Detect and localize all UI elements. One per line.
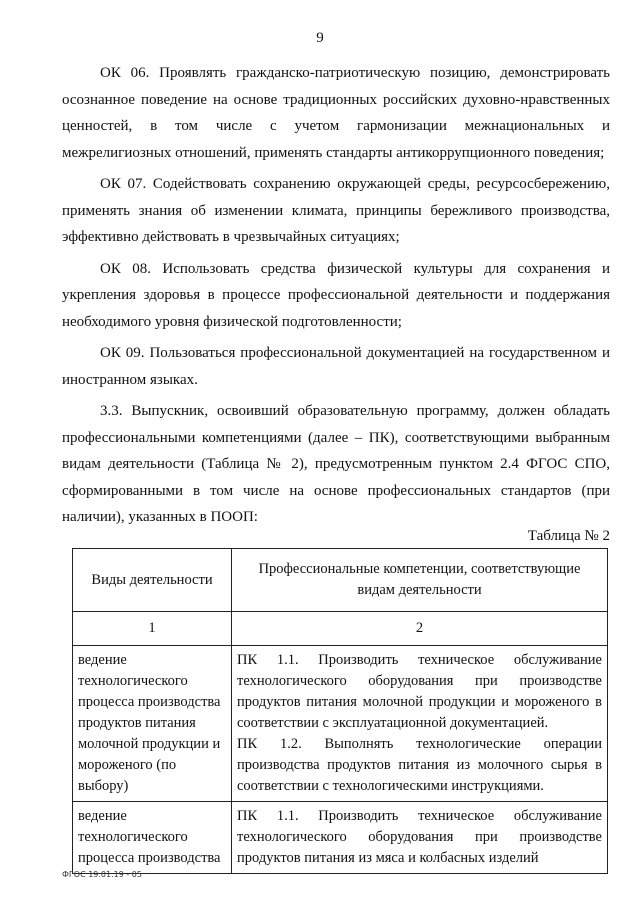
- paragraph-ok06: ОК 06. Проявлять гражданско-патриотическую позицию, демонстрировать осознанное поведение на основе традиционных российских духовно-нравственных ценностей, в том числе с учетом гармонизации межнациональных и межрелигиозных отношений, применять стандарты антикоррупционного поведения;: [62, 65, 610, 161]
- column-number-1: 1: [73, 612, 232, 646]
- paragraph-ok08: ОК 08. Использовать средства физической культуры для сохранения и укрепления здоровья в процессе профессиональной деятельности и поддержания необходимого уровня физической подготовленности;: [62, 260, 610, 330]
- competence-item: ПК 1.1. Производить техническое обслуживание технологического оборудования при производстве продуктов питания молочной продукции и мороженого в соответствии с эксплуатационной документацией.: [237, 652, 602, 731]
- table-number-row: [73, 612, 608, 646]
- paragraph-ok09: ОК 09. Пользоваться профессиональной документацией на государственном и иностранном языках.: [62, 345, 610, 388]
- header-competencies: Профессиональные компетенции, соответствующие видам деятельности: [232, 549, 608, 612]
- activity-cell: ведение технологического процесса производства продуктов питания молочной продукции и мороженого (по выбору): [73, 646, 232, 802]
- table-caption: Таблица № 2: [527, 528, 610, 544]
- competence-item: ПК 1.1. Производить техническое обслуживание технологического оборудования при производстве продуктов питания из мяса и колбасных изделий: [237, 808, 602, 866]
- footer-code: ФГОС 19.01.19 - 05: [62, 870, 142, 879]
- competencies-table: [72, 548, 608, 874]
- page-number: 9: [316, 30, 324, 46]
- table-row: [73, 646, 608, 802]
- paragraph-3-3: 3.3. Выпускник, освоивший образовательную программу, должен обладать профессиональными компетенциями (далее – ПК), соответствующими выбранным видам деятельности (Таблица № 2), предусмотренным пунктом 2.4 ФГОС СПО, сформированными в том числе на основе профессиональных стандартов (при наличии), указанных в ПООП:: [62, 403, 610, 525]
- competencies-cell: [232, 802, 608, 874]
- header-activities: Виды деятельности: [73, 549, 232, 612]
- competencies-cell: [232, 646, 608, 802]
- body-text: [62, 60, 610, 531]
- table-row: [73, 802, 608, 874]
- paragraph-ok07: ОК 07. Содействовать сохранению окружающей среды, ресурсосбережению, применять знания об изменении климата, принципы бережливого производства, эффективно действовать в чрезвычайных ситуациях;: [62, 176, 610, 245]
- competence-item: ПК 1.2. Выполнять технологические операции производства продуктов питания из молочного сырья в соответствии с технологическими инструкциями.: [237, 736, 602, 794]
- column-number-2: 2: [232, 612, 608, 646]
- activity-cell: ведение технологического процесса производства: [73, 802, 232, 874]
- table-header-row: [73, 549, 608, 612]
